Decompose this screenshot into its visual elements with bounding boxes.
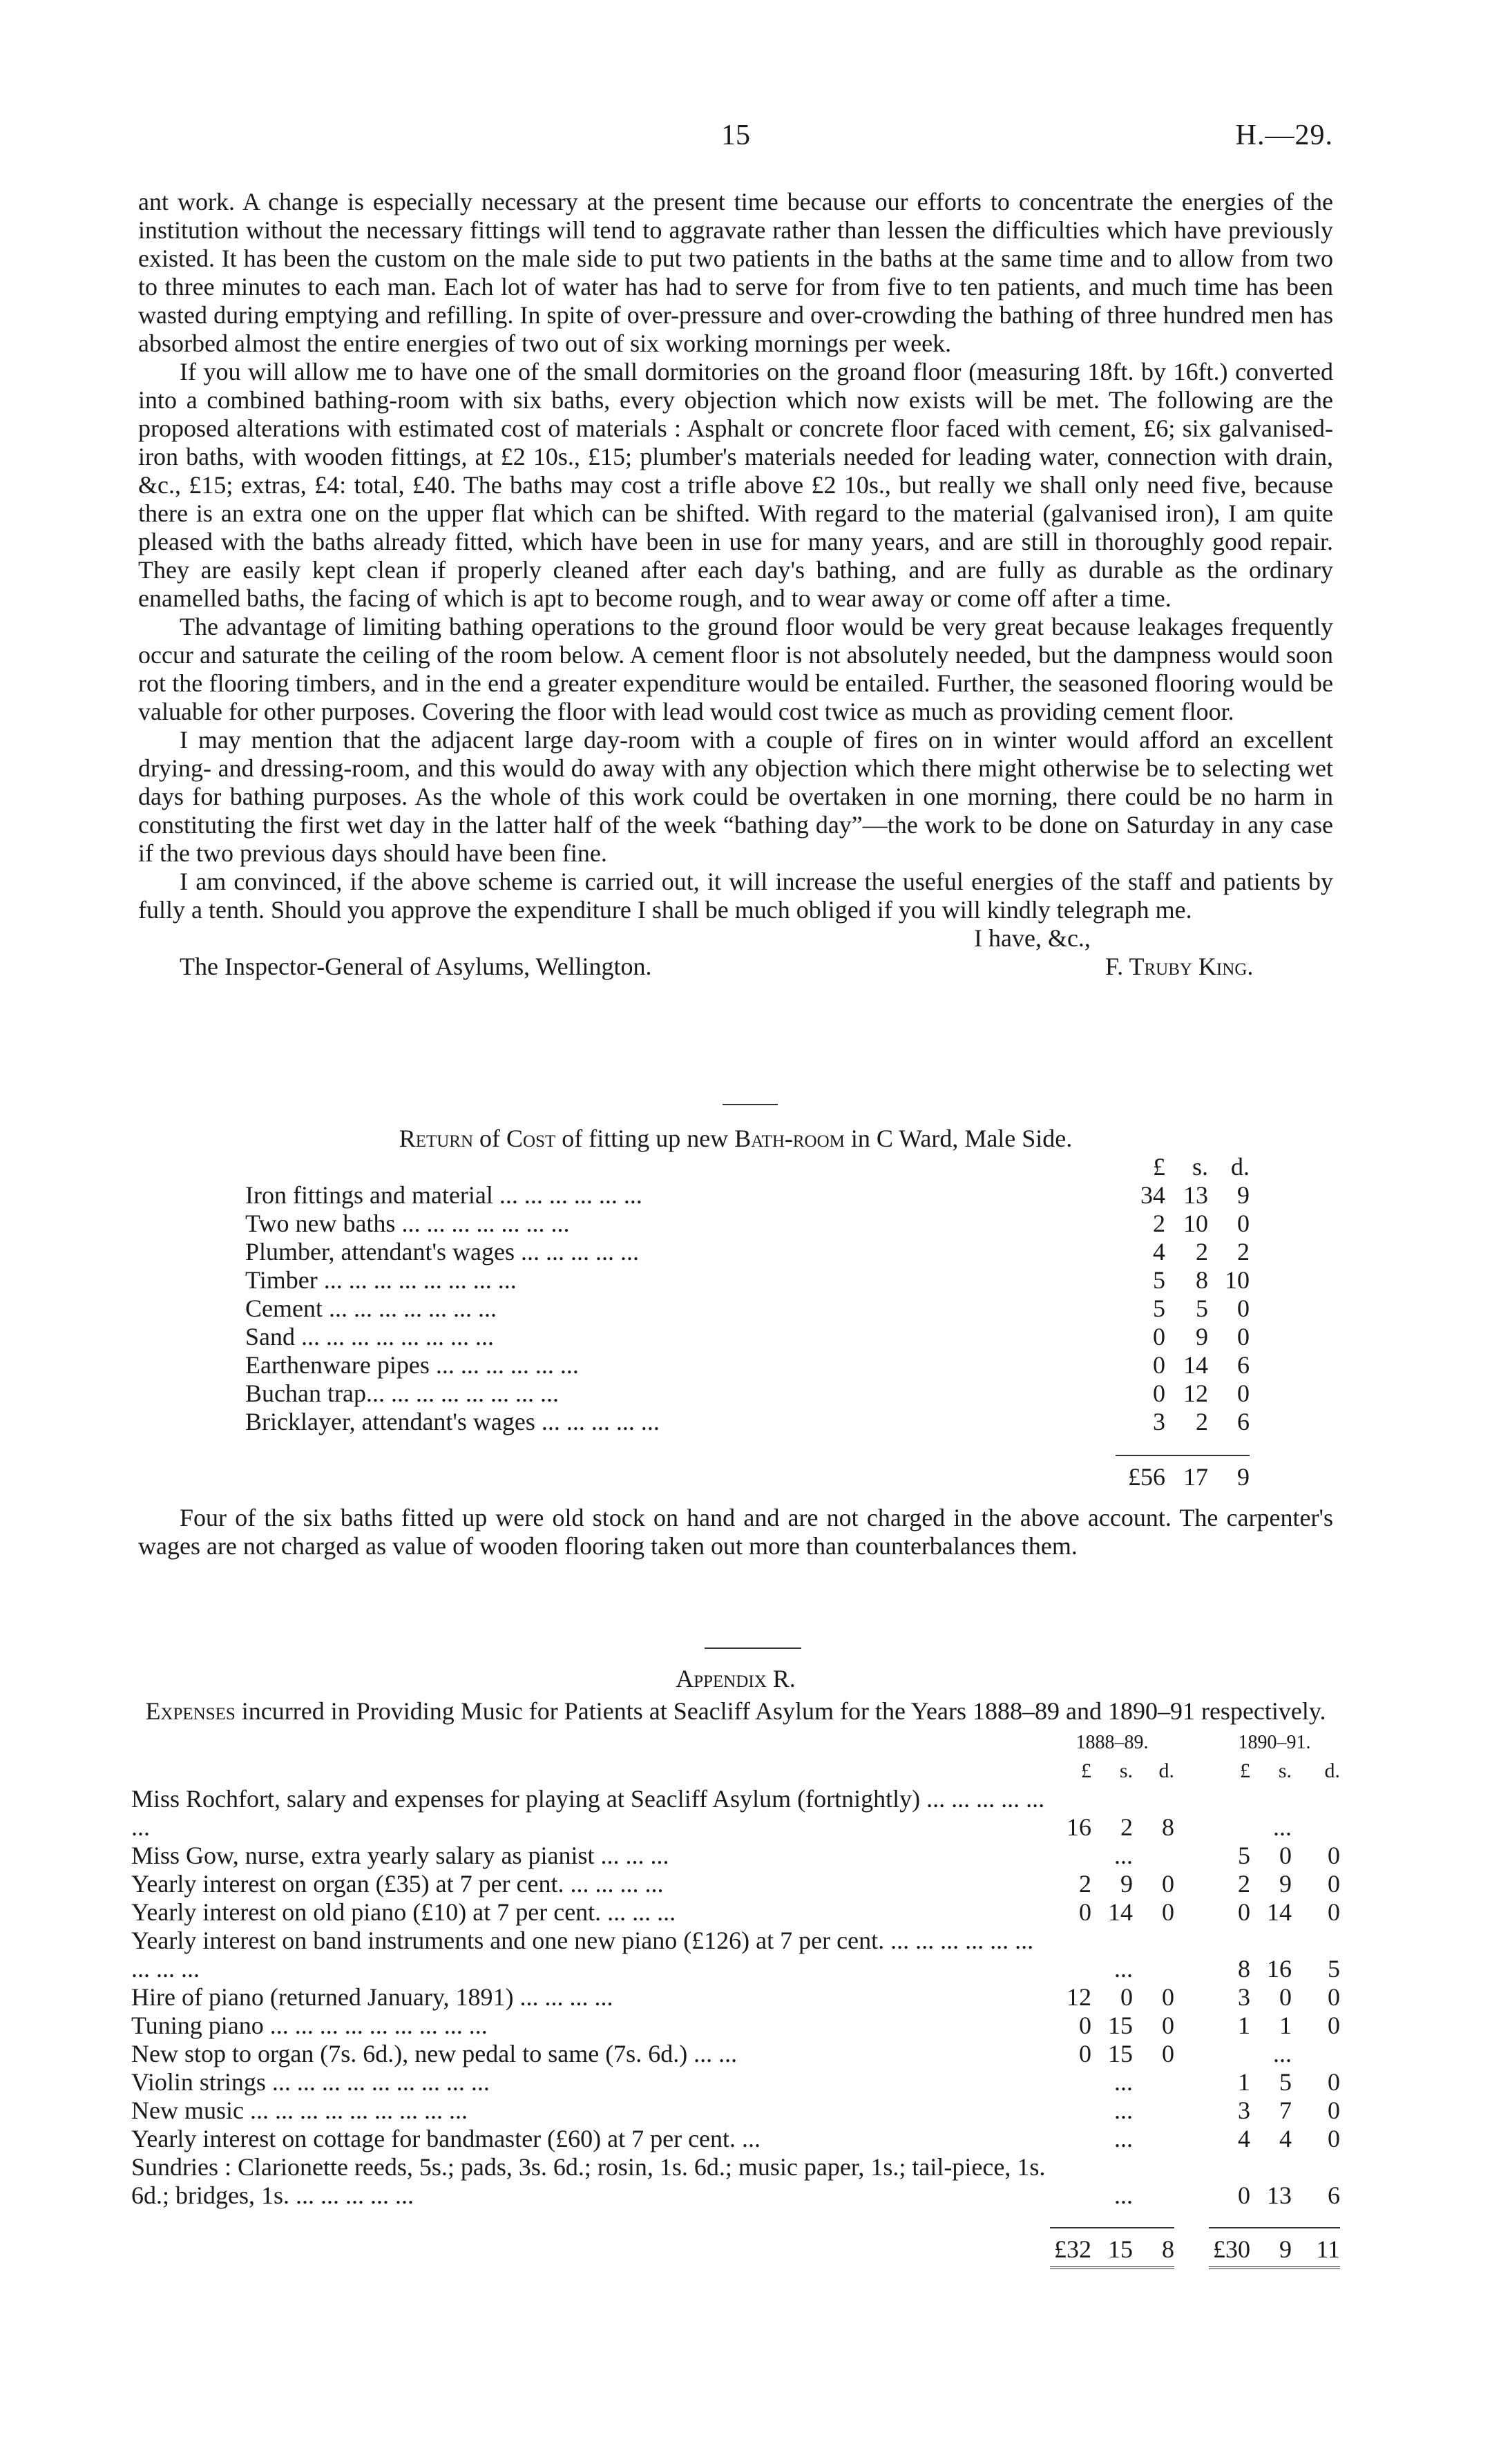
- table-row: Miss Gow, nurse, extra yearly salary as pianist ... ... ... ... 5 0 0: [131, 1842, 1340, 1869]
- total-1888-pence: 8: [1133, 2228, 1174, 2264]
- table-row: Sundries : Clarionette reeds, 5s.; pads, 3s. 6d.; rosin, 1s. 6d.; music paper, 1s.; tail-piece, 1s. 6d.; bridges, 1s. ... ... ... ... ... ... 0 13 6: [131, 2153, 1340, 2209]
- table-row: New music ... ... ... ... ... ... ... ... ... ... 3 7 0: [131, 2097, 1340, 2124]
- total-1890-pounds: £30: [1209, 2228, 1250, 2264]
- total-1890-pence: 11: [1292, 2228, 1340, 2264]
- addressee-row: [138, 953, 1333, 981]
- money-header-row: £ s. d. £ s. d.: [1081, 1759, 1340, 1782]
- paragraph: I am convinced, if the above scheme is carried out, it will increase the useful energies of the staff and patients by fully a tenth. Should you approve the expenditure I shall be much obliged if you will kindly telegraph me.: [138, 868, 1333, 924]
- table-row: Bricklayer, attendant's wages ... ... ... ... ... 3 2 6: [245, 1408, 1250, 1435]
- appendix-heading: Appendix R.: [676, 1665, 796, 1692]
- year-1888-89: 1888–89.: [1075, 1732, 1149, 1753]
- table-row: Hire of piano (returned January, 1891) ... ... ... ... 12 0 0 3 0 0: [131, 1983, 1340, 2011]
- table-row: Violin strings ... ... ... ... ... ... ... ... ... ... 1 5 0: [131, 2068, 1340, 2096]
- cost-table: [245, 1153, 1250, 1491]
- table-row: Sand ... ... ... ... ... ... ... ... 0 9 0: [245, 1323, 1250, 1350]
- total-1890-shillings: 9: [1250, 2228, 1292, 2264]
- double-rule-row: [131, 2264, 1340, 2268]
- table-row: Yearly interest on old piano (£10) at 7 per cent. ... ... ... 0 14 0 0 14 0: [131, 1898, 1340, 1926]
- page-header: [138, 122, 1333, 155]
- table-row: Yearly interest on cottage for bandmaster (£60) at 7 per cent. ... ... 4 4 0: [131, 2125, 1340, 2152]
- year-header-row: [131, 1728, 1340, 1757]
- table-row: Plumber, attendant's wages ... ... ... ... ... 4 2 2: [245, 1238, 1250, 1266]
- paragraph: I may mention that the adjacent large day-room with a couple of fires on in winter would afford an excellent drying- and dressing-room, and this would do away with any objection which there might otherwise be to selecting wet days for bathing purposes. As the whole of this work could be overtaken in one morning, there could be no harm in constituting the first wet day in the latter half of the week “bathing day”—the work to be done on Saturday in any case if the two previous days should have been fine.: [138, 726, 1333, 867]
- table-row: Yearly interest on organ (£35) at 7 per cent. ... ... ... ... 2 9 0 2 9 0: [131, 1870, 1340, 1898]
- table-row: Earthenware pipes ... ... ... ... ... ... 0 14 6: [245, 1351, 1250, 1379]
- page-reference: H.—29.: [1235, 120, 1333, 151]
- music-expenses-table: [131, 1728, 1340, 2269]
- appendix-title: Expenses incurred in Providing Music for Patients at Seacliff Asylum for the Years 1888–89 and 1890–91 respectively.: [145, 1697, 1326, 1725]
- table-row: Iron fittings and material ... ... ... ... ... ... 34 13 9: [245, 1181, 1250, 1209]
- table-row: Tuning piano ... ... ... ... ... ... ... ... ... 0 15 0 1 1 0: [131, 2012, 1340, 2039]
- paragraph: The advantage of limiting bathing operations to the ground floor would be very great because leakages frequently occur and saturate the ceiling of the room below. A cement floor is not absolutely needed, but the dampness would soon rot the flooring timbers, and in the end a greater expenditure would be entailed. Further, the seasoned flooring would be valuable for other purposes. Covering the floor with lead would cost twice as much as providing cement floor.: [138, 613, 1333, 725]
- table-row: Cement ... ... ... ... ... ... ... 5 5 0: [245, 1295, 1250, 1322]
- closing: I have, &c.,: [974, 924, 1091, 952]
- appendix-r: [131, 1665, 1340, 2269]
- divider: [723, 1104, 778, 1105]
- table-row: Yearly interest on band instruments and one new piano (£126) at 7 per cent. ... ... ... ... ... ... ... ... ... ... 8 16 5: [131, 1927, 1340, 1983]
- table-row: Two new baths ... ... ... ... ... ... ... 2 10 0: [245, 1210, 1250, 1237]
- table-note: Four of the six baths fitted up were old stock on hand and are not charged in the above account. The carpenter's wages are not charged as value of wooden flooring taken out more than counterbalances them.: [138, 1504, 1333, 1560]
- table-row: Buchan trap... ... ... ... ... ... ... ... 0 12 0: [245, 1379, 1250, 1407]
- total-pence: 9: [1208, 1455, 1250, 1491]
- total-1888-pounds: £32: [1050, 2228, 1091, 2264]
- closing-row: [138, 924, 1333, 953]
- letter-body: [138, 188, 1333, 981]
- table-total-row: [245, 1455, 1250, 1491]
- table-header-row: £ s. d.: [1153, 1153, 1250, 1181]
- paragraph: If you will allow me to have one of the small dormitories on the groand floor (measuring 18ft. by 16ft.) converted into a combined bathing-room with six baths, every objection which now exists will be met. The following are the proposed alterations with estimated cost of materials : Asphalt or concrete floor faced with cement, £6; six galvanised-iron baths, with wooden fittings, at £2 10s., £15; plumber's materials needed for leading water, connection with drain, &c., £15; extras, £4: total, £40. The baths may cost a trifle above £2 10s., but really we shall only need five, because there is an extra one on the upper flat which can be shifted. With regard to the material (galvanised iron), I am quite pleased with the baths already fitted, which have been in use for many years, and are still in thoroughly good repair. They are easily kept clean if properly cleaned after each day's bathing, and are fully as durable as the ordinary enamelled baths, the facing of which is apt to become rough, and to wear away or come off after a time.: [138, 358, 1333, 612]
- page-number: 15: [721, 120, 750, 151]
- bath-return-table: [138, 1125, 1333, 1560]
- year-1890-91: 1890–91.: [1238, 1732, 1311, 1753]
- table-row: Miss Rochfort, salary and expenses for playing at Seacliff Asylum (fortnightly) ... ... ... ... ... ... 16 2 8 ...: [131, 1785, 1292, 1841]
- table-title: Return of Cost of fitting up new Bath-room in C Ward, Male Side.: [399, 1125, 1073, 1152]
- addressee: The Inspector-General of Asylums, Wellington.: [180, 953, 652, 980]
- total-shillings: 17: [1165, 1455, 1208, 1491]
- total-1888-shillings: 15: [1091, 2228, 1133, 2264]
- paragraph: ant work. A change is especially necessary at the present time because our efforts to concentrate the energies of the institution without the necessary fittings will tend to aggravate rather than lessen the difficulties which have previously existed. It has been the custom on the male side to put two patients in the baths at the same time and to allow from two to three minutes to each man. Each lot of water has had to serve for from five to ten patients, and much time has been wasted during emptying and refilling. In spite of over-pressure and over-crowding the bathing of three hundred men has absorbed almost the entire energies of two out of six working mornings per week.: [138, 188, 1333, 357]
- total-pounds: £56: [1116, 1455, 1165, 1491]
- divider: [705, 1648, 801, 1649]
- signature: F. Truby King.: [1105, 953, 1254, 980]
- table-row: New stop to organ (7s. 6d.), new pedal to same (7s. 6d.) ... ... 0 15 0 ...: [131, 2040, 1292, 2067]
- table-row: Timber ... ... ... ... ... ... ... ... 5 8 10: [245, 1266, 1250, 1294]
- appendix-total-row: [131, 2228, 1340, 2264]
